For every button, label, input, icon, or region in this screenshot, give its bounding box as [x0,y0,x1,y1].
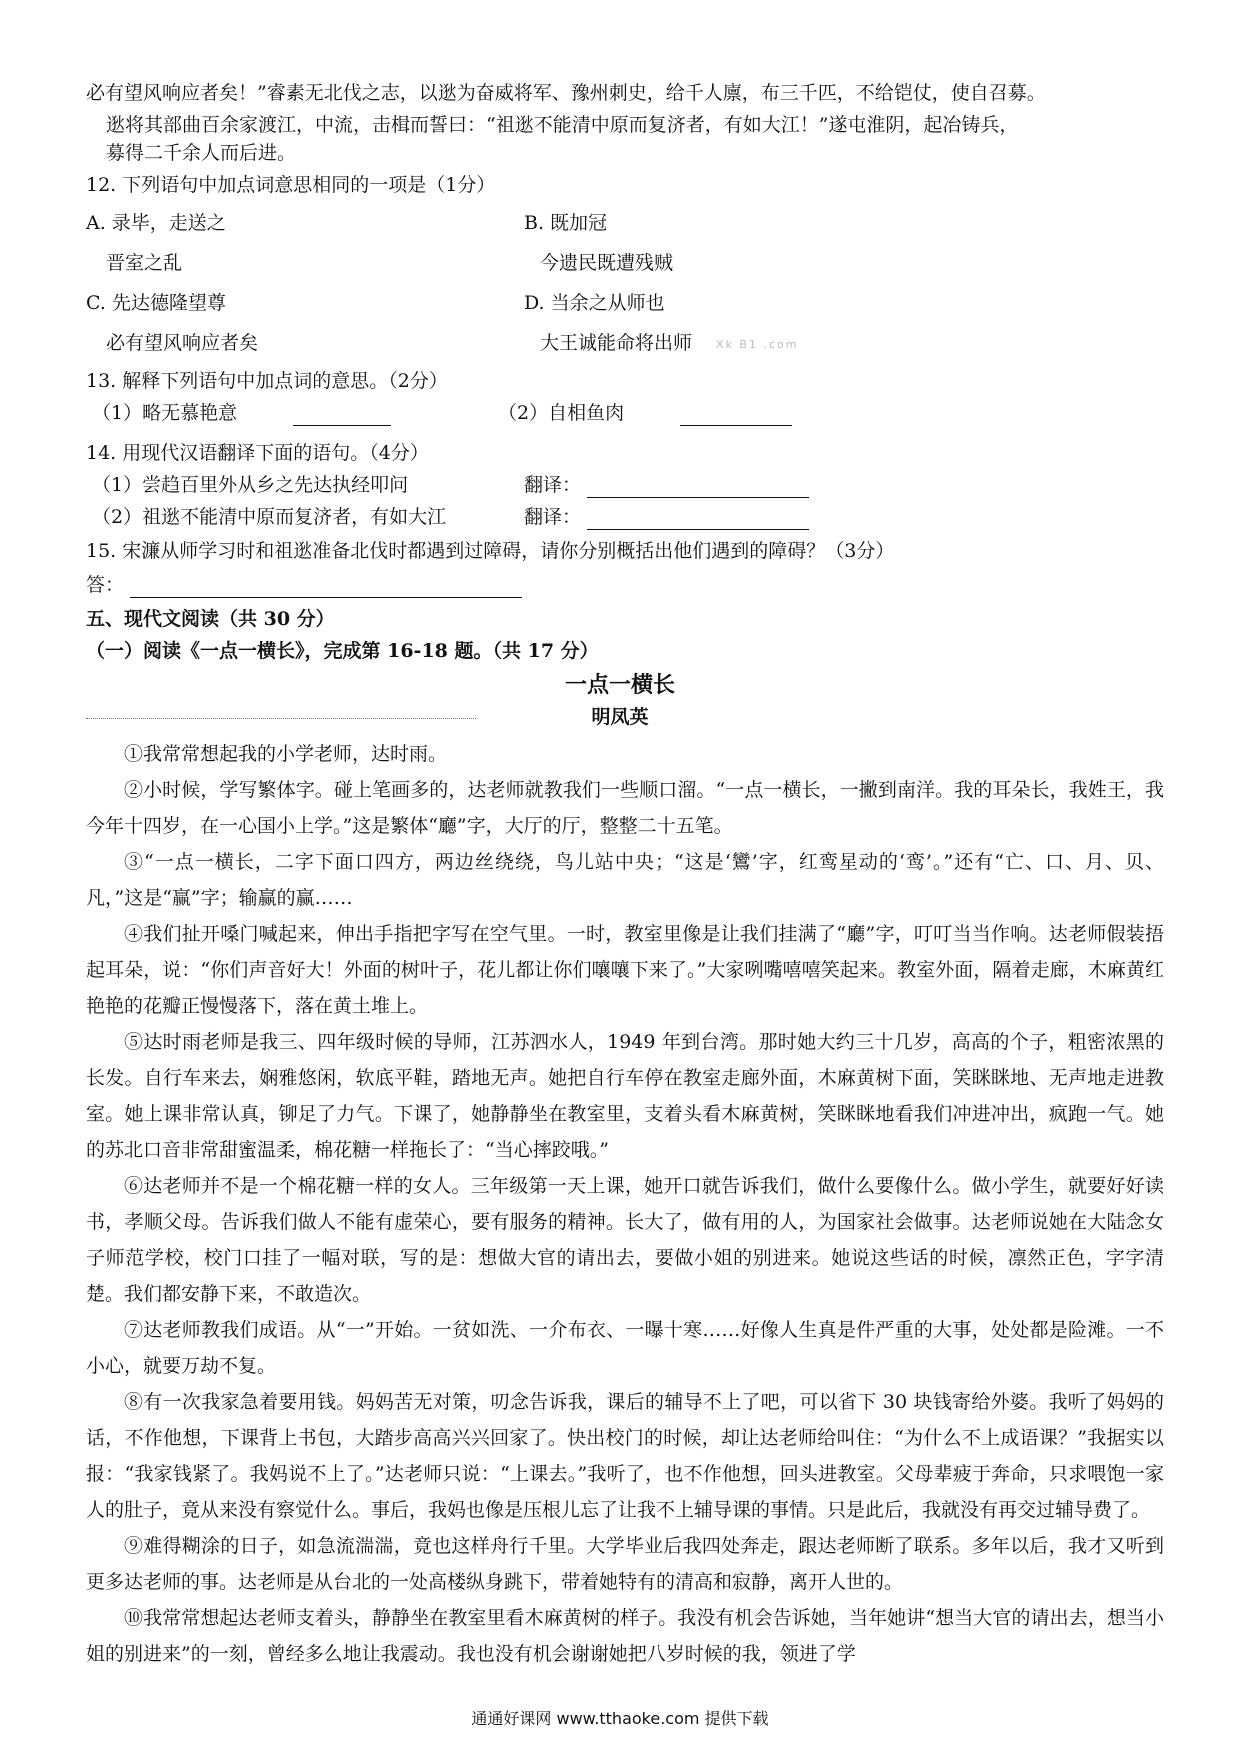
q14-translate-label-2: 翻译： [524,506,582,528]
q12-option-d-line2: 大王诚能命将出师 [540,332,693,354]
q14-translate-2 [524,504,809,530]
q15-stem: 15. 宋濂从师学习时和祖逖准备北伐时都遇到过障碍，请你分别概括出他们遇到的障碍？（3分） [86,540,895,562]
article-paragraph-8: ⑧有一次我家急着要用钱。妈妈苦无对策，叨念告诉我，课后的辅导不上了吧，可以省下 30 块钱寄给外婆。我听了妈妈的话，不作他想，下课背上书包，大踏步高高兴兴回家了。快出校门的时候，却让达老师给叫住：“为什么不上成语课？”我据实以报：“我家钱紧了。我妈说不上了。”达老师只说：“上课去。”我听了，也不作他想，回头进教室。父母辈疲于奔命，只求喂饱一家人的肚子，竟从来没有察觉什么。事后，我妈也像是压根儿忘了让我不上辅导课的事情。只是此后，我就没有再交过辅导费了。 [86,1391,1164,1521]
article-paragraph-7: ⑦达老师教我们成语。从“一”开始。一贫如洗、一介布衣、一曝十寒……好像人生真是件严重的大事，处处都是险滩。一不小心，就要万劫不复。 [86,1319,1164,1377]
q13-item-2 [498,400,792,426]
q14-item-2: （2）祖逖不能清中原而复济者，有如大江 [92,506,447,528]
subsection-1-heading: （一）阅读《一点一横长》，完成第 16-18 题。（共 17 分） [86,640,599,662]
q12-stem: 12. 下列语句中加点词意思相同的一项是（1分） [86,174,496,196]
article-paragraph-1: ①我常常想起我的小学老师，达时雨。 [124,743,448,765]
article-paragraph-3: ③“一点一横长，二字下面口四方，两边丝绕绕，鸟儿站中央；“这是‘鸞’字，红鸾星动的‘鸾’。”还有“亡、口、月、贝、凡，”这是“赢”字；输赢的赢…… [86,851,1164,909]
article-paragraph-9: ⑨难得糊涂的日子，如急流湍湍，竟也这样舟行千里。大学毕业后我四处奔走，跟达老师断了联系。多年以后，我才又听到更多达老师的事。达老师是从台北的一处高楼纵身跳下，带着她特有的清高和寂静，离开人世的。 [86,1535,1164,1593]
article-paragraph-4: ④我们扯开嗓门喊起来，伸出手指把字写在空气里。一时，教室里像是让我们挂满了“廳”字，叮叮当当作响。达老师假装捂起耳朵，说：“你们声音好大！外面的树叶子，花儿都让你们嚷嚷下来了。”大家咧嘴嘻嘻笑起来。教室外面，隔着走廊，木麻黄红艳艳的花瓣正慢慢落下，落在黄土堆上。 [86,923,1164,1017]
q13-item-1-text: （1）略无慕艳意 [92,402,238,424]
q13-item-1 [92,400,391,426]
q13-answer-blank-1[interactable] [293,405,391,426]
q15-answer-label: 答： [86,574,125,596]
q12-option-a-line2: 晋室之乱 [106,252,183,274]
q14-answer-blank-2[interactable] [587,509,809,530]
q13-answer-blank-2[interactable] [680,405,792,426]
article-paragraph-6: ⑥达老师并不是一个棉花糖一样的女人。三年级第一天上课，她开口就告诉我们，做什么要像什么。做小学生，就要好好读书，孝顺父母。告诉我们做人不能有虚荣心，要有服务的精神。长大了，做有用的人，为国家社会做事。达老师说她在大陆念女子师范学校，校门口挂了一幅对联，写的是：想做大官的请出去，要做小姐的别进来。她说这些话的时候，凛然正色，字字清楚。我们都安静下来，不敢造次。 [86,1175,1164,1305]
q15-answer-blank[interactable] [130,577,522,598]
q14-translate-1 [524,472,809,498]
article-author: 明凤英 [591,706,649,728]
q13-stem: 13. 解释下列语句中加点词的意思。（2分） [86,370,448,392]
q13-item-2-text: （2）自相鱼肉 [498,402,625,424]
q14-translate-label-1: 翻译： [524,474,582,496]
article-paragraph-10: ⑩我常常想起达老师支着头，静静坐在教室里看木麻黄树的样子。我没有机会告诉她，当年她讲“想当大官的请出去，想当小姐的别进来”的一刻，曾经多么地让我震动。我也没有机会谢谢她把八岁时候的我，领进了学 [86,1607,1164,1665]
q12-option-a: A. 录毕，走送之 [86,212,226,234]
q14-stem: 14. 用现代汉语翻译下面的语句。（4分） [86,442,429,464]
q14-answer-blank-1[interactable] [587,477,809,498]
footer-source: 通通好课网 www.tthaoke.com 提供下载 [471,1709,769,1728]
q15-answer [86,572,522,598]
q12-option-c-line2: 必有望风响应者矣 [106,332,259,354]
watermark: Xk B1 .com [716,338,799,351]
article-paragraph-5: ⑤达时雨老师是我三、四年级时候的导师，江苏泗水人，1949 年到台湾。那时她大约三十几岁，高高的个子，粗密浓黑的长发。自行车来去，娴雅悠闲，软底平鞋，踏地无声。她把自行车停在教室走廊外面，木麻黄树下面，笑眯眯地、无声地走进教室。她上课非常认真，铆足了力气。下课了，她静静坐在教室里，支着头看木麻黄树，笑眯眯地看我们冲进冲出，疯跑一气。她的苏北口音非常甜蜜温柔，棉花糖一样拖长了：“当心摔跤哦。” [86,1031,1164,1161]
article-paragraph-2: ②小时候，学写繁体字。碰上笔画多的，达老师就教我们一些顺口溜。“一点一横长，一撇到南洋。我的耳朵长，我姓王，我今年十四岁，在一心国小上学。”这是繁体“廳”字，大厅的厅，整整二十五笔。 [86,779,1164,837]
q12-option-b: B. 既加冠 [524,212,608,234]
passage-line-3: 募得二千余人而后进。 [106,142,297,164]
q14-item-1: （1）尝趋百里外从乡之先达执经叩问 [92,474,409,496]
passage-line-1: 必有望风响应者矣！”睿素无北伐之志，以逖为奋威将军、豫州刺史，给千人廪，布三千匹，不给铠仗，使自召募。 [86,82,1046,104]
q12-option-c: C. 先达德隆望尊 [86,292,226,314]
section-5-heading: 五、现代文阅读（共 30 分） [86,608,335,630]
article-body [86,736,1164,1672]
article-title: 一点一横长 [564,672,675,698]
q12-option-d: D. 当余之从师也 [524,292,665,314]
passage-line-2: 逖将其部曲百余家渡江，中流，击楫而誓曰：“祖逖不能清中原而复济者，有如大江！”遂屯淮阴，起冶铸兵， [106,114,1019,136]
q12-option-b-line2: 今遗民既遭残贼 [540,252,674,274]
